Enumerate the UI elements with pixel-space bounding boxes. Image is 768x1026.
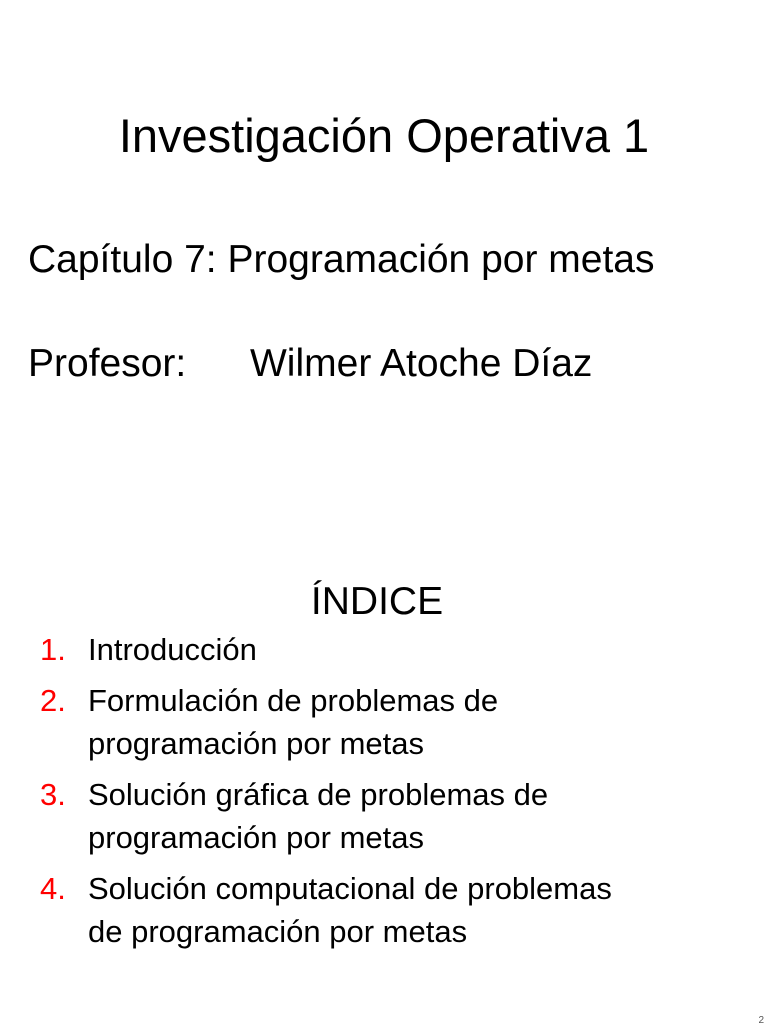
index-item-text: programación por metas [88,820,424,855]
index-list [0,628,768,961]
index-heading: ÍNDICE [310,580,444,623]
index-number: 4. [40,871,66,906]
index-item-text: Solución gráfica de problemas de [88,777,549,812]
index-item-2 [0,679,768,765]
index-item-3 [0,773,768,859]
index-item-4 [0,867,768,953]
professor-name: Wilmer Atoche Díaz [250,342,593,385]
index-number: 3. [40,777,66,812]
index-number: 1. [40,632,66,667]
page-number: 2 [758,1015,764,1026]
chapter-title: Capítulo 7: Programación por metas [28,238,655,281]
index-number: 2. [40,683,66,718]
index-item-text: Introducción [88,632,257,667]
index-item-text: Formulación de problemas de [88,683,499,718]
index-item-text: programación por metas [88,726,424,761]
index-item-text: Solución computacional de problemas [88,871,612,906]
presentation-title: Investigación Operativa 1 [118,109,650,162]
index-item-1 [0,628,768,671]
professor-line [28,338,593,390]
title-slide [0,0,768,512]
index-item-text: de programación por metas [88,914,468,949]
professor-label: Profesor: [28,342,187,385]
